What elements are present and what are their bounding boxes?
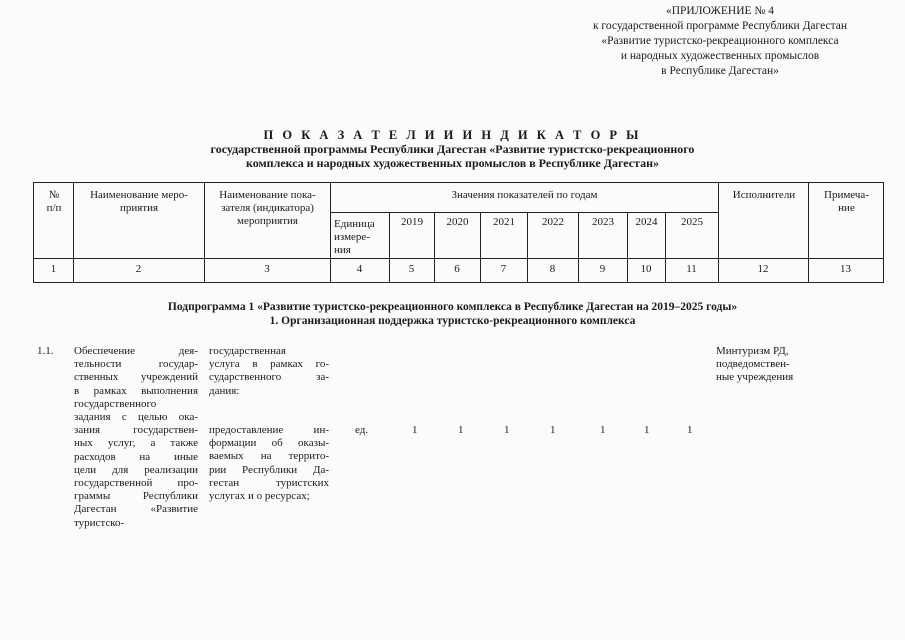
column-number: 9 [599, 263, 606, 275]
event-line: зания государствен- [74, 424, 198, 437]
appendix-line: и народных художественных промыслов [620, 50, 820, 62]
header-notes [810, 189, 883, 215]
section-title: 1. Организационная поддержка туристско-рекреационного комплекса [269, 315, 636, 327]
column-number: 3 [264, 263, 270, 275]
header-year: 2024 [635, 216, 658, 228]
indicator-line: услугах и о ресурсах; [209, 490, 310, 503]
event-line: задания с целью ока- [74, 411, 198, 424]
event-line: ных услуг, а также [74, 437, 198, 450]
event-line: цели для реализации [74, 463, 198, 476]
year-value: 1 [644, 424, 650, 436]
event-line: в рамках выполнения [74, 384, 198, 397]
header-year: 2020 [446, 216, 469, 228]
subprogram-title: Подпрограмма 1 «Развитие туристско-рекреационного комплекса в Республике Дагестан на 2019–2025 годы» [167, 301, 738, 313]
indicator-line: государственная [209, 345, 286, 357]
header-text: Наименование меро- [90, 189, 188, 201]
header-year: 2025 [681, 216, 703, 228]
header-text: Примеча- [824, 189, 869, 201]
column-number: 7 [500, 263, 507, 275]
header-event-name [75, 189, 203, 215]
header-year: 2021 [493, 216, 515, 228]
header-values-by-year: Значения показателей по годам [451, 189, 598, 201]
title-main: П О К А З А Т Е Л И И И Н Д И К А Т О Р Ы [263, 128, 642, 142]
year-value: 1 [600, 424, 606, 436]
executor [716, 345, 836, 385]
header-text: Единица [334, 218, 375, 230]
year-value: 1 [687, 424, 693, 436]
header-text: мероприятия [237, 215, 298, 227]
executor-line: подведомствен- [716, 358, 790, 371]
header-year: 2019 [401, 216, 423, 228]
indicator-line: гестан туристских [209, 476, 329, 489]
column-number: 13 [840, 263, 851, 275]
title-line: комплекса и народных художественных промыслов в Республике Дагестан» [245, 156, 659, 170]
indicator-description-a [209, 345, 329, 398]
unit-value: ед. [355, 424, 369, 436]
header-text: приятия [119, 202, 159, 214]
event-line: государственной про- [74, 477, 198, 490]
title-line: государственной программы Республики Дагестан «Развитие туристско-рекреационного [210, 142, 695, 156]
indicator-line: ваемых на террито- [209, 450, 329, 463]
year-value: 1 [458, 424, 464, 436]
header-text: № [48, 189, 60, 201]
event-line: Обеспечение дея- [74, 345, 198, 357]
event-description [74, 345, 198, 530]
header-year: 2023 [592, 216, 614, 228]
row-number: 1.1. [37, 345, 54, 357]
header-indicator-name [206, 189, 329, 228]
appendix-heading [560, 4, 880, 79]
column-number: 1 [50, 263, 57, 275]
column-number: 11 [686, 263, 697, 275]
executor-line: Минтуризм РД, [716, 345, 789, 357]
header-num [36, 189, 72, 215]
column-number: 4 [356, 263, 363, 275]
header-executors: Исполнители [732, 189, 796, 201]
column-number: 6 [454, 263, 460, 275]
column-number: 10 [640, 263, 652, 275]
appendix-line: в Республике Дагестан» [661, 65, 779, 77]
indicator-line: формации об оказы- [209, 437, 329, 450]
year-value: 1 [504, 424, 510, 436]
executor-line: ные учреждения [716, 371, 794, 384]
appendix-line: к государственной программе Республики Дагестан [592, 20, 848, 32]
event-line: граммы Республики [74, 490, 198, 503]
header-text: измере- [334, 231, 370, 243]
indicator-description-b [209, 424, 329, 503]
event-line: государственного [74, 397, 157, 410]
column-number: 2 [135, 263, 142, 275]
column-number: 12 [757, 263, 769, 275]
appendix-line: «Развитие туристско-рекреационного комплекса [601, 35, 839, 47]
event-line: Дагестан «Развитие [74, 503, 198, 516]
header-unit [334, 218, 388, 257]
indicator-line: рии Республики Да- [209, 463, 329, 476]
table-header [33, 182, 884, 283]
year-value: 1 [550, 424, 556, 436]
event-line: туристско- [74, 516, 125, 529]
event-line: ственных учреждений [74, 371, 198, 384]
appendix-line: «ПРИЛОЖЕНИЕ № 4 [665, 5, 774, 17]
indicator-line: предоставление ин- [209, 424, 329, 436]
column-number: 8 [549, 263, 556, 275]
indicator-line: услуга в рамках го- [209, 358, 329, 371]
year-value: 1 [412, 424, 418, 436]
document-title [0, 128, 905, 170]
indicator-line: дания: [209, 384, 240, 397]
header-year: 2022 [542, 216, 564, 228]
event-line: расходов на иные [74, 450, 198, 463]
indicator-line: сударственного за- [209, 371, 329, 384]
header-text: зателя (индикатора) [221, 202, 314, 214]
header-text: Наименование пока- [219, 189, 316, 201]
column-number: 5 [408, 263, 415, 275]
header-text: п/п [46, 202, 62, 214]
header-text: ния [334, 244, 351, 256]
event-line: тельности государ- [74, 358, 198, 371]
header-text: ние [838, 202, 855, 214]
